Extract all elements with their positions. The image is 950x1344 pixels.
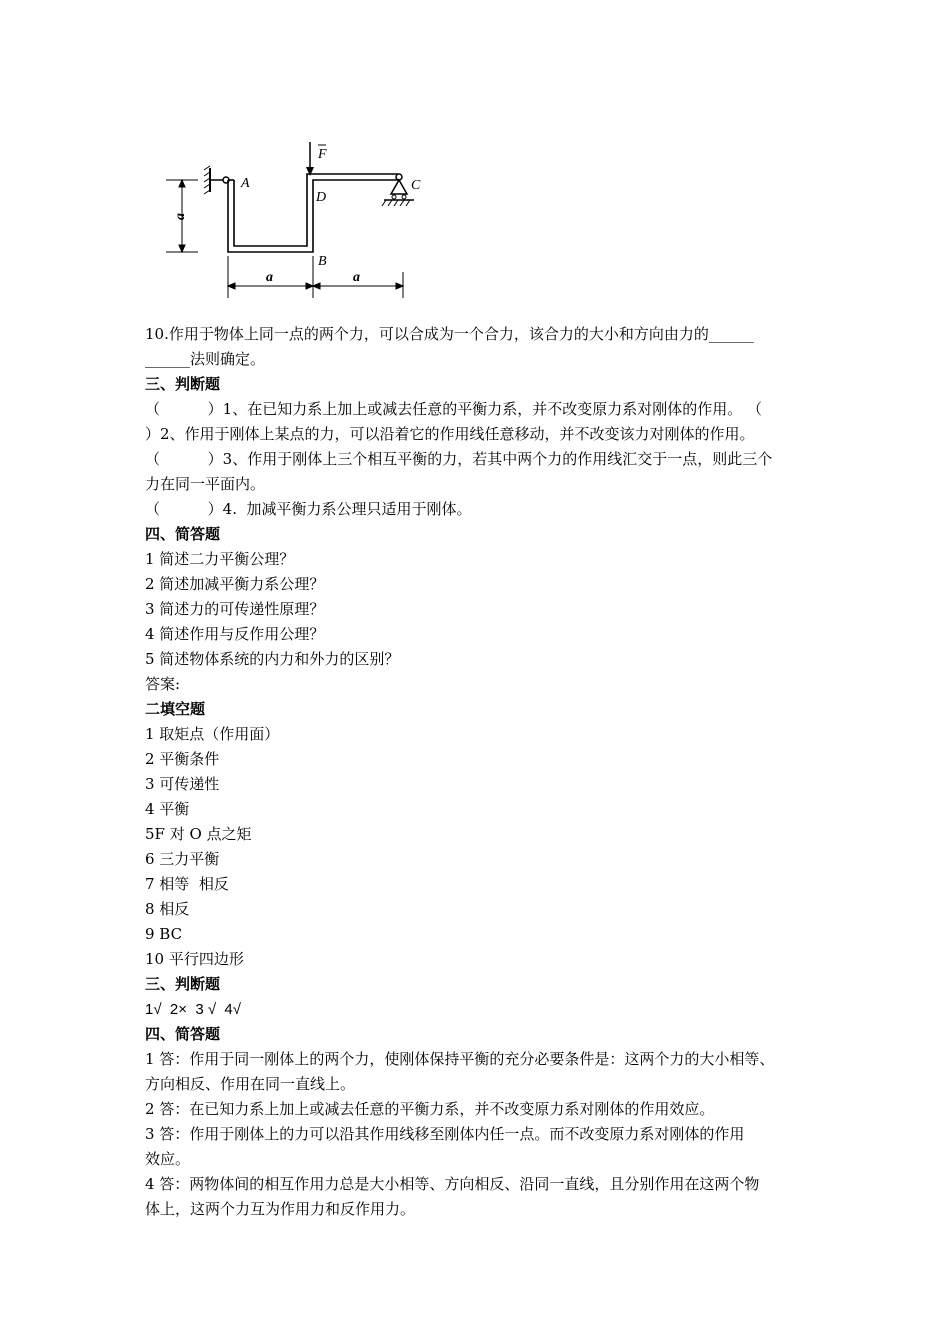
judge-line-4: 力在同一平面内。 xyxy=(145,475,266,493)
short-answer-line-3: 2 答：在已知力系上加上或减去任意的平衡力系，并不改变原力系对刚体的作用效应。 xyxy=(145,1100,715,1118)
fill-answer-3: 3 可传递性 xyxy=(145,775,220,793)
short-answer-line-6: 4 答：两物体间的相互作用力总是大小相等、方向相反、沿同一直线，且分别作用在这两个物 xyxy=(145,1175,760,1193)
short-question-4: 4 简述作用与反作用公理？ xyxy=(145,625,325,643)
answers-short-title: 四、简答题 xyxy=(145,1025,221,1043)
judge-answers: 1√ 2× 3 √ 4√ xyxy=(145,1001,241,1018)
section-judge-title: 三、判断题 xyxy=(145,375,221,393)
frame-structure xyxy=(228,174,398,252)
q10-line-1: 10.作用于物体上同一点的两个力，可以合成为一个合力，该合力的大小和方向由力的______ xyxy=(145,325,754,343)
short-answer-line-5: 效应。 xyxy=(145,1150,191,1168)
fill-answer-9: 9 BC xyxy=(145,925,183,943)
point-a-label: A xyxy=(241,176,250,191)
fill-answer-10: 10 平行四边形 xyxy=(145,950,244,968)
fixed-support-a xyxy=(204,166,229,194)
section-short-title: 四、简答题 xyxy=(145,525,221,543)
point-b-label: B xyxy=(318,254,327,269)
point-d-label: D xyxy=(316,190,327,205)
q10-line-2: ______法则确定。 xyxy=(145,350,266,368)
fill-answer-1: 1 取矩点（作用面） xyxy=(145,725,280,743)
short-question-1: 1 简述二力平衡公理？ xyxy=(145,550,295,568)
fill-answer-7: 7 相等 相反 xyxy=(145,875,229,893)
roller-support-c xyxy=(382,174,414,206)
dim-left-label: a xyxy=(266,270,273,285)
force-arrow xyxy=(306,142,314,176)
short-question-3: 3 简述力的可传递性原理？ xyxy=(145,600,325,618)
answers-judge-title: 三、判断题 xyxy=(145,975,221,993)
fill-answer-5: 5F 对 O 点之矩 xyxy=(145,825,252,843)
fill-answer-2: 2 平衡条件 xyxy=(145,750,220,768)
answers-label: 答案: xyxy=(145,675,181,693)
judge-line-1: （ ）1、在已知力系上加上或减去任意的平衡力系，并不改变原力系对刚体的作用。 （ xyxy=(145,400,762,418)
fill-answer-8: 8 相反 xyxy=(145,900,190,918)
judge-line-5: （ ）4. 加减平衡力系公理只适用于刚体。 xyxy=(145,500,472,518)
short-question-2: 2 简述加减平衡力系公理？ xyxy=(145,575,325,593)
mechanics-figure xyxy=(158,140,433,302)
fill-answer-6: 6 三力平衡 xyxy=(145,850,220,868)
fill-answer-4: 4 平衡 xyxy=(145,800,190,818)
short-answer-line-2: 方向相反、作用在同一直线上。 xyxy=(145,1075,356,1093)
judge-line-3: （ ）3、作用于刚体上三个相互平衡的力，若其中两个力的作用线汇交于一点，则此三个 xyxy=(145,450,773,468)
dimension-lines xyxy=(166,180,403,298)
short-answer-line-7: 体上，这两个力互为作用力和反作用力。 xyxy=(145,1200,416,1218)
short-answer-line-1: 1 答：作用于同一刚体上的两个力，使刚体保持平衡的充分必要条件是：这两个力的大小相等、 xyxy=(145,1050,775,1068)
short-question-5: 5 简述物体系统的内力和外力的区别？ xyxy=(145,650,400,668)
dim-vertical-label: a xyxy=(173,213,188,220)
judge-line-2: ）2、作用于刚体上某点的力，可以沿着它的作用线任意移动，并不改变该力对刚体的作用。 xyxy=(145,425,755,443)
document-body xyxy=(145,322,815,1222)
answers-fill-title: 二填空题 xyxy=(145,700,206,718)
short-answer-line-4: 3 答：作用于刚体上的力可以沿其作用线移至刚体内任一点。而不改变原力系对刚体的作用 xyxy=(145,1125,745,1143)
dim-right-label: a xyxy=(353,270,360,285)
force-label: F xyxy=(318,147,327,162)
point-c-label: C xyxy=(411,178,421,193)
